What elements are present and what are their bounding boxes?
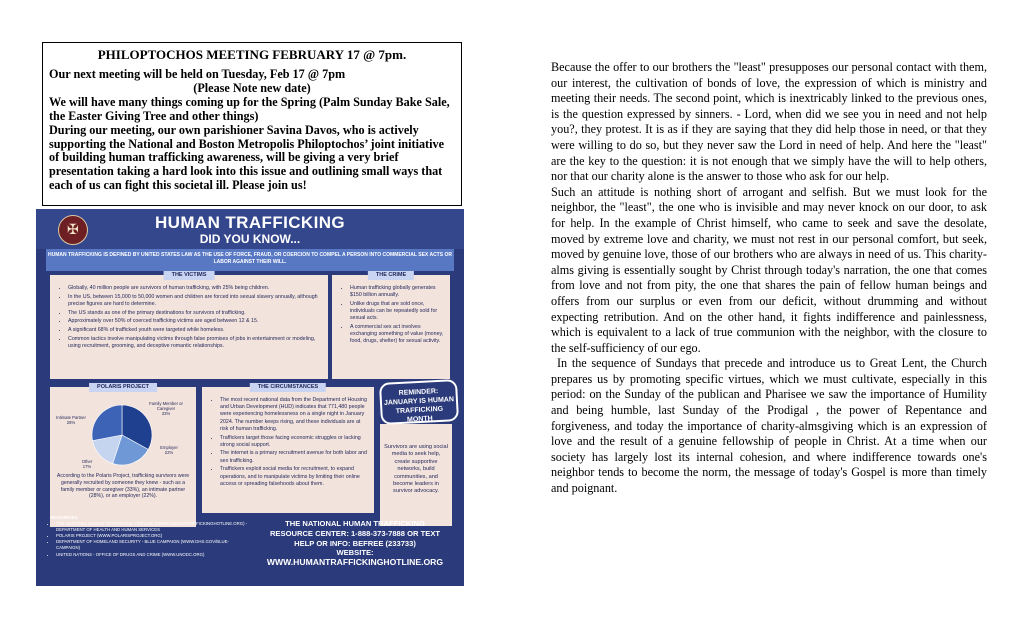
cross-icon: ✠ bbox=[67, 221, 79, 237]
crime-item: • A commercial sex act involves exchanging something of value (money, food, drugs, shelter) for sexual activity. bbox=[350, 324, 444, 346]
flyer-subtitle: DID YOU KNOW... bbox=[199, 232, 301, 246]
sermon-text bbox=[551, 60, 987, 497]
hotline-url: WWW.HUMANTRAFFICKINGHOTLINE.ORG bbox=[266, 557, 444, 568]
victims-item: • A significant 68% of trafficked youth were targeted while homeless. bbox=[68, 327, 322, 334]
sermon-paragraph-2: Such an attitude is nothing short of arrogant and selfish. But we must look for the neighbor, the "least", the one who is invisible and may never knock on our door, to ask for help. In the example of Christ himself, who came to seek and save the desolate, moved by extreme love and charity, we must not rest in our personal comfort, but seek, moved by genuine love, those of our brothers who are always in need of us. This charity-alms giving is essentially sought by Christ through today's narration, the one that comes from love and not from pity, the one that shares the pain of fellow human beings and offers from our surplus or even from our deficit, without drumming and without expecting retribution. And on the other hand, it fights indifference and painlessness, which is equivalent to a lack of true communion with the neighbor, with the closure to the self-sufficiency of our ego. bbox=[551, 184, 987, 355]
circumstances-item: • Traffickers exploit social media for recruitment, to expand operations, and to manipulate victims by limiting their online access or spreading falsehoods about them. bbox=[220, 466, 368, 488]
victims-item: • The US stands as one of the primary destinations for survivors of trafficking. bbox=[68, 310, 322, 317]
pie-label-other: Other 17% bbox=[81, 459, 93, 469]
victims-label: THE VICTIMS bbox=[164, 271, 215, 280]
victims-item: • Approximately over 50% of coerced trafficking victims are aged between 12 & 15. bbox=[68, 318, 322, 325]
resources-title: RESOURCES: bbox=[50, 515, 79, 520]
reminder-badge: REMINDER: JANUARY IS HUMAN TRAFFICKING MONTH bbox=[379, 379, 459, 425]
hotline-line-1: THE NATIONAL HUMAN TRAFFICKING bbox=[285, 519, 425, 528]
crime-label: THE CRIME bbox=[368, 271, 414, 280]
notice-line-4: During our meeting, our own parishioner Savina Davos, who is actively supporting the National and Boston Metropolis Philoptochos’ joint initiative of building human trafficking awareness, will be giving a very brief presentation taking a hard look into this issue and outlining small ways that each of us can fight this societal ill. Please join us! bbox=[49, 122, 445, 193]
circumstances-panel bbox=[202, 384, 374, 513]
hotline-box bbox=[250, 519, 460, 568]
pie-label-employer: Employer 22% bbox=[160, 445, 178, 455]
victims-panel bbox=[50, 272, 328, 379]
resource-item: • UNITED NATIONS - OFFICE OF DRUGS AND CRIME (WWW.UNODC.ORG) bbox=[56, 552, 250, 558]
notice-title: PHILOPTOCHOS MEETING FEBRUARY 17 @ 7pm. bbox=[97, 47, 407, 62]
victims-item: • Globally, 40 million people are survivors of human trafficking, with 25% being children. bbox=[68, 285, 322, 292]
crime-panel bbox=[332, 272, 450, 379]
hotline-line-4: WEBSITE: bbox=[336, 548, 374, 558]
resource-item: • POLARIS PROJECT (WWW.POLARISPROJECT.ORG) bbox=[56, 533, 250, 539]
pie-slice-3 bbox=[92, 405, 122, 441]
polaris-text: According to the Polaris Project, trafficking survivors were generally recruited by someone they knew - such as a family member or caregiver (33%), an intimate partner (28%), or an employer (22%). bbox=[56, 473, 190, 500]
hotline-line-2: RESOURCE CENTER: 1-888-373-7888 OR TEXT bbox=[269, 528, 441, 538]
notice-body bbox=[49, 68, 455, 193]
hotline-line-3: HELP OR INFO: BEFREE (233733) bbox=[294, 538, 416, 548]
circumstances-item: • Traffickers target those facing economic struggles or lacking strong social support. bbox=[220, 435, 368, 449]
circumstances-item: • The most recent national data from the Department of Housing and Urban Development (HUD) indicates that 771,480 people were experiencing homelessness on a single night in January 2024. The number keeps rising, and these individuals are at risk of human trafficking. bbox=[220, 397, 368, 433]
pie-svg bbox=[90, 403, 154, 467]
notice-line-2: (Please Note new date) bbox=[193, 80, 311, 95]
pie-label-intimate: Intimate Partner 28% bbox=[56, 415, 86, 425]
victims-item: • In the US, between 15,000 to 50,000 women and children are forced into sexual slavery annually, although precise figures are hard to determine. bbox=[68, 294, 322, 308]
crime-item: • Unlike drugs that are sold once, individuals can be repeatedly sold for sexual acts. bbox=[350, 301, 444, 323]
circumstances-label: THE CIRCUMSTANCES bbox=[250, 383, 326, 392]
circumstances-item: • The internet is a primary recruitment avenue for both labor and sex trafficking. bbox=[220, 450, 368, 464]
human-trafficking-flyer bbox=[36, 209, 464, 586]
polaris-panel bbox=[50, 384, 196, 527]
flyer-title: HUMAN TRAFFICKING bbox=[155, 213, 345, 232]
pie-label-family: Family Member or Caregiver 33% bbox=[149, 401, 183, 416]
notice-line-1: Our next meeting will be held on Tuesday, Feb 17 @ 7pm bbox=[49, 67, 346, 81]
resource-item: • THE NATIONAL HUMAN TRAFFICKING HOTLINE (WWW.HUMANTRAFFICKINGHOTLINE.ORG) - DEPARTMENT OF HEALTH AND HUMAN SERVICES bbox=[56, 521, 250, 533]
polaris-label: POLARIS PROJECT bbox=[89, 383, 157, 392]
survivors-panel: Survivors are using social media to seek help, create supportive networks, build communities, and become leaders in survivor advocacy. bbox=[380, 424, 452, 526]
resource-item: • DEPARTMENT OF HOMELAND SECURITY - BLUE CAMPAIGN (WWW.DHS.GOV/BLUE-CAMPAIGN) bbox=[56, 539, 250, 551]
definition-banner: HUMAN TRAFFICKING IS DEFINED BY UNITED STATES LAW AS THE USE OF FORCE, FRAUD, OR COERCION TO COMPEL A PERSON INTO COMMERCIAL SEX ACTS OR LABOR AGAINST THEIR WILL. bbox=[46, 249, 454, 271]
resources-list bbox=[50, 515, 250, 558]
sermon-paragraph-3: In the sequence of Sundays that precede and introduce us to Great Lent, the Church prepares us by promoting specific virtues, which we must cultivate, especially in this period: on the Sunday of the publican and Pharisee we saw the importance of Humility and being humble, last Sunday of the Prodigal , the power of Repentance and forgiveness, and today the importance of charity-almsgiving which is an expression of love and the result of a genuine fellowship of people in Christ. At a time when our society has largely lost its internal cohesion, and where indifference towards one's neighbor tends to become the norm, the message of today's Gospel is more than timely and poignant. bbox=[551, 356, 987, 496]
notice-line-3: We will have many things coming up for the Spring (Palm Sunday Bake Sale, the Easter Giving Tree and other things) bbox=[49, 94, 450, 123]
victims-item: • Common tactics involve manipulating victims through false promises of jobs in entertainment or modeling, using recruitment, grooming, and deceptive romantic relationships. bbox=[68, 336, 322, 350]
flyer-header bbox=[36, 209, 464, 249]
polaris-pie-chart bbox=[54, 397, 194, 473]
meeting-notice bbox=[42, 42, 462, 206]
crime-item: • Human trafficking globally generates $150 billion annually. bbox=[350, 285, 444, 299]
sermon-paragraph-1: Because the offer to our brothers the "least" presupposes our personal contact with them, our interest, the cultivation of bonds of love, the expression of which is ministry and meeting their needs. The second point, which is inextricably linked to the previous ones, is the question expressed by sinners. - Lord, when did we see you in need and not help you?, they protest. It is as if they are saying that they did help those in need, or that they were willing to do so, but they never saw the Lord in need of help. And here the "least" are the key to the question: it is not enough that we simply have the will to help others, nor that our charity alone is the answer to those who ask for our help. bbox=[551, 60, 987, 184]
